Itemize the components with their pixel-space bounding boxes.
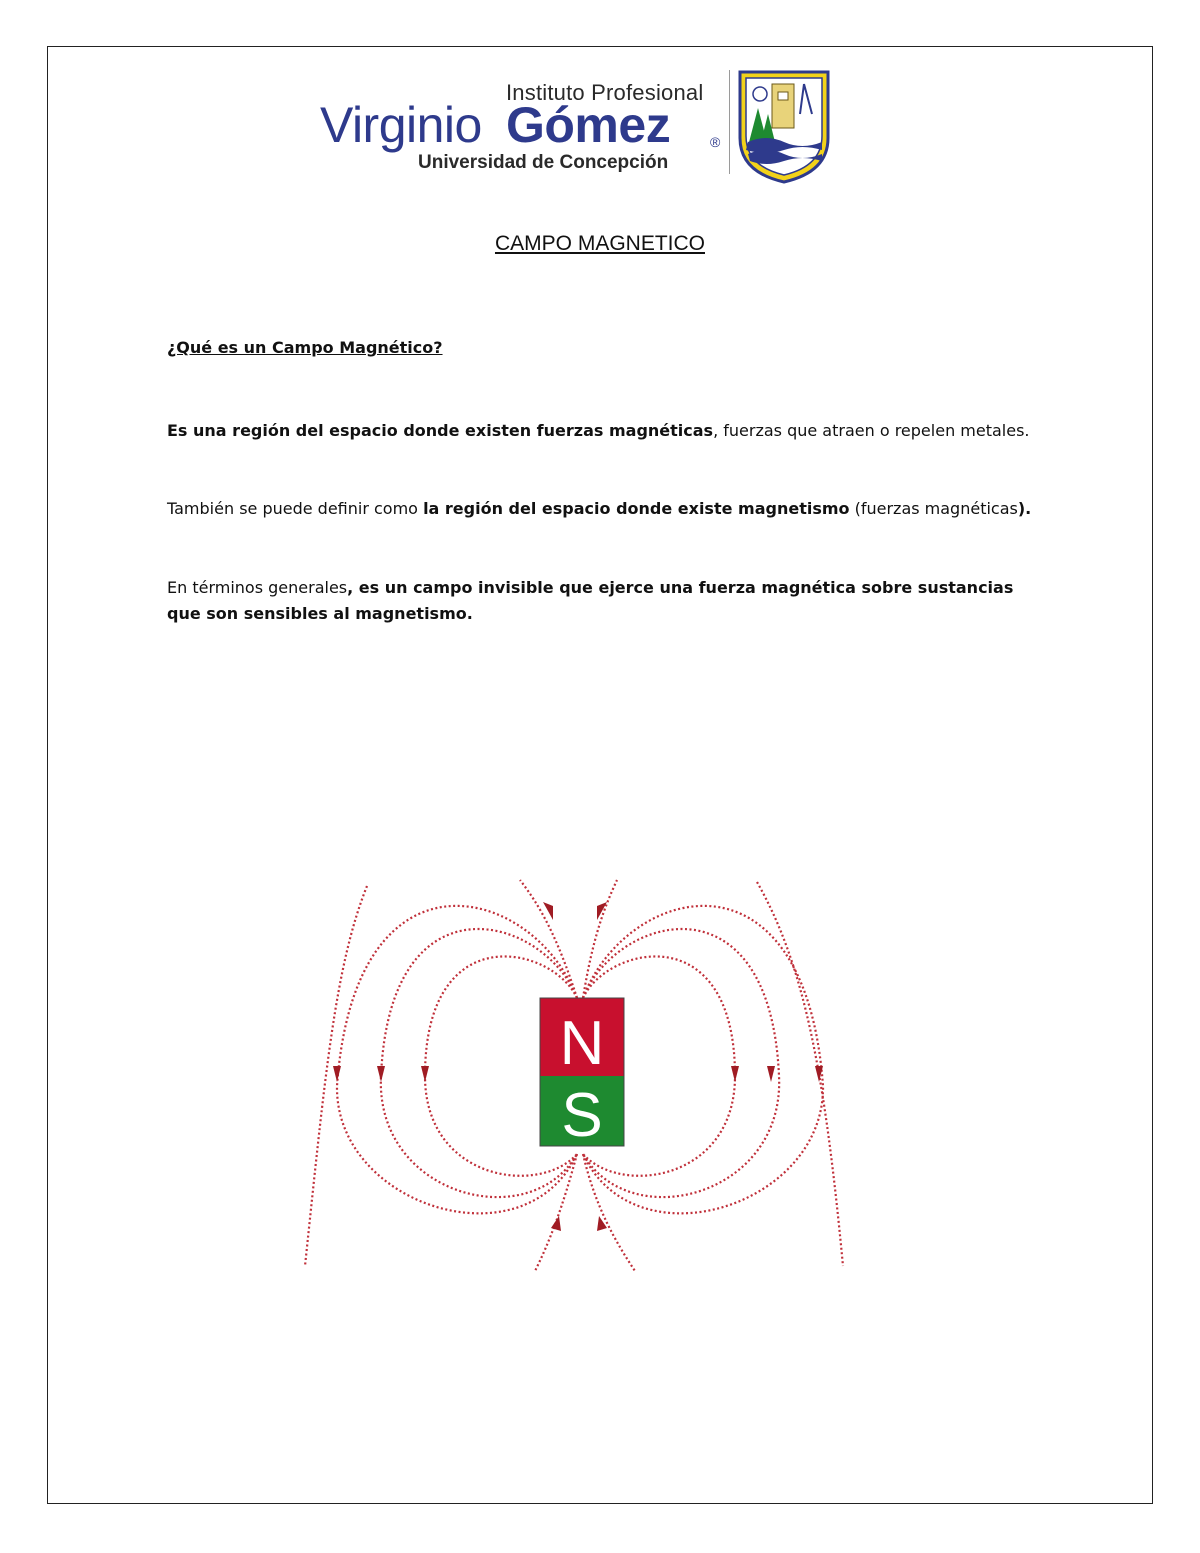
paragraph-1 [167, 418, 1047, 444]
paragraph-2-bold-1: la región del espacio donde existe magnetismo [423, 499, 850, 518]
paragraph-2-normal-1: También se puede definir como [167, 499, 424, 518]
page-title [0, 232, 1200, 256]
paragraph-2-bold-2: ). [1017, 499, 1032, 518]
field-line-left-bottom [535, 1154, 577, 1271]
field-line-right-bottom [583, 1154, 635, 1271]
logo-name-bold: Gómez [506, 97, 671, 153]
section-question: ¿Qué es un Campo Magnético? [167, 338, 443, 357]
north-label: N [559, 1009, 605, 1078]
paragraph-3 [167, 575, 1047, 627]
page-border [47, 46, 1153, 1504]
south-label: S [561, 1081, 603, 1150]
crest-icon [736, 68, 832, 184]
institution-logo [318, 66, 838, 186]
page-title-text: CAMPO MAGNETICO [494, 232, 705, 255]
logo-top-line: Instituto Profesional [506, 80, 704, 105]
logo-divider [729, 70, 730, 174]
arrow-down-icon [377, 1066, 385, 1082]
arrow-down-icon [421, 1066, 429, 1082]
logo-subtitle: Universidad de Concepción [418, 152, 669, 173]
paragraph-2 [167, 496, 1047, 522]
paragraph-3-normal: En términos generales [167, 578, 348, 597]
logo-registered-mark: ® [710, 134, 721, 150]
field-line-right-top [583, 880, 617, 998]
arrow-down-icon [333, 1066, 341, 1082]
magnetic-field-figure [295, 876, 865, 1281]
arrow-down-icon [767, 1066, 775, 1082]
paragraph-3-bold: , es un campo invisible que ejerce una fuerza magnética sobre sustancias que son sensibles al magnetismo. [167, 578, 1014, 623]
paragraph-2-normal-2: (fuerzas magnéticas [849, 499, 1018, 518]
paragraph-1-normal: , fuerzas que atraen o repelen metales. [713, 421, 1030, 440]
logo-name-regular: Virginio [320, 97, 482, 153]
arrow-up-icon [551, 1216, 561, 1231]
arrow-down-icon [731, 1066, 739, 1082]
paragraph-1-bold: Es una región del espacio donde existen fuerzas magnéticas [167, 421, 714, 440]
